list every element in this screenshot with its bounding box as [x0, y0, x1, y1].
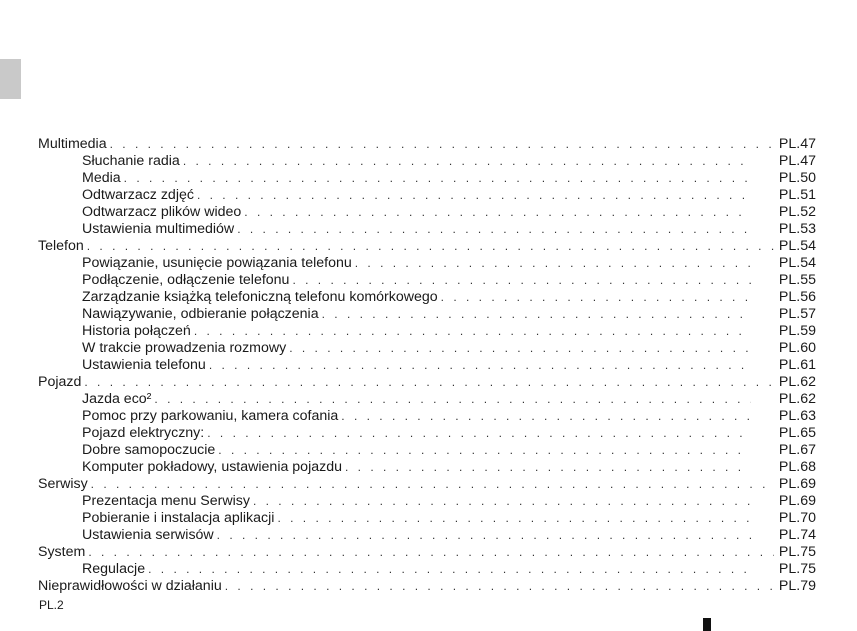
toc-entry-page: PL.51 [778, 187, 816, 203]
toc-leader-dots [222, 578, 774, 595]
toc-entry-page: PL.47 [778, 153, 816, 169]
toc-entry-label: Dobre samopoczucie [82, 442, 216, 458]
toc-entry-page: PL.67 [778, 442, 816, 458]
toc-entry-page: PL.65 [778, 425, 816, 441]
toc-entry-label: Prezentacja menu Serwisy [82, 493, 250, 509]
toc-entry-page: PL.69 [778, 476, 816, 492]
toc-entry-label: Pojazd [38, 374, 82, 390]
toc-section[interactable] [38, 476, 816, 493]
toc-entry-page: PL.74 [778, 527, 816, 543]
toc-entry-page: PL.55 [778, 272, 816, 288]
toc-entry-label: Słuchanie radia [82, 153, 180, 169]
toc-subentry[interactable] [38, 289, 816, 306]
toc-entry-label: Nawiązywanie, odbieranie połączenia [82, 306, 319, 322]
toc-subentry[interactable] [38, 221, 816, 238]
toc-subentry[interactable] [38, 493, 816, 510]
toc-subentry[interactable] [38, 408, 816, 425]
toc-entry-page: PL.68 [778, 459, 816, 475]
toc-leader-dots [121, 170, 751, 187]
toc-subentry[interactable] [38, 306, 816, 323]
toc-subentry[interactable] [38, 510, 816, 527]
toc-leader-dots [214, 527, 751, 544]
toc-leader-dots [191, 323, 751, 340]
toc-leader-dots [85, 544, 774, 561]
toc-subentry[interactable] [38, 323, 816, 340]
toc-leader-dots [151, 391, 751, 408]
toc-entry-label: Ustawienia multimediów [82, 221, 235, 237]
corner-mark [703, 618, 711, 631]
toc-subentry[interactable] [38, 391, 816, 408]
toc-section[interactable] [38, 136, 816, 153]
toc-entry-page: PL.54 [778, 255, 816, 271]
toc-entry-page: PL.75 [778, 544, 816, 560]
toc-entry-label: Powiązanie, usunięcie powiązania telefonu [82, 255, 352, 271]
toc-entry-page: PL.52 [778, 204, 816, 220]
toc-entry-label: Odtwarzacz plików wideo [82, 204, 242, 220]
toc-leader-dots [319, 306, 751, 323]
toc-entry-label: Media [82, 170, 121, 186]
toc-entry-label: Historia połączeń [82, 323, 191, 339]
toc-subentry[interactable] [38, 204, 816, 221]
toc-entry-label: Ustawienia telefonu [82, 357, 206, 373]
toc-subentry[interactable] [38, 170, 816, 187]
toc-entry-label: Telefon [38, 238, 84, 254]
toc-entry-page: PL.59 [778, 323, 816, 339]
toc-section[interactable] [38, 578, 816, 595]
toc-entry-page: PL.53 [778, 221, 816, 237]
toc-entry-label: W trakcie prowadzenia rozmowy [82, 340, 287, 356]
toc-leader-dots [107, 136, 774, 153]
toc-entry-page: PL.62 [778, 391, 816, 407]
toc-leader-dots [241, 204, 751, 221]
toc-subentry[interactable] [38, 442, 816, 459]
toc-entry-page: PL.56 [778, 289, 816, 305]
toc-leader-dots [352, 255, 751, 272]
toc-subentry[interactable] [38, 425, 816, 442]
toc-subentry[interactable] [38, 340, 816, 357]
page-edge-tab [0, 59, 21, 99]
toc-section[interactable] [38, 544, 816, 561]
toc-leader-dots [84, 238, 774, 255]
toc-entry-page: PL.61 [778, 357, 816, 373]
toc-leader-dots [234, 221, 751, 238]
toc-entry-page: PL.69 [778, 493, 816, 509]
toc-entry-page: PL.70 [778, 510, 816, 526]
toc-subentry[interactable] [38, 459, 816, 476]
toc-entry-label: Jazda eco² [82, 391, 152, 407]
toc-leader-dots [194, 187, 751, 204]
toc-leader-dots [250, 493, 751, 510]
toc-entry-page: PL.75 [778, 561, 816, 577]
toc-entry-page: PL.57 [778, 306, 816, 322]
toc-leader-dots [289, 272, 751, 289]
toc-leader-dots [215, 442, 751, 459]
toc-entry-page: PL.47 [778, 136, 816, 152]
toc-leader-dots [438, 289, 751, 306]
toc-leader-dots [81, 374, 774, 391]
footer-page-number: PL.2 [39, 598, 64, 612]
toc-subentry[interactable] [38, 272, 816, 289]
table-of-contents [38, 136, 816, 595]
toc-entry-page: PL.50 [778, 170, 816, 186]
toc-entry-label: Regulacje [82, 561, 146, 577]
toc-leader-dots [88, 476, 774, 493]
toc-entry-label: Serwisy [38, 476, 88, 492]
toc-entry-page: PL.79 [778, 578, 816, 594]
toc-subentry[interactable] [38, 357, 816, 374]
toc-entry-label: Pobieranie i instalacja aplikacji [82, 510, 275, 526]
toc-entry-label: Podłączenie, odłączenie telefonu [82, 272, 290, 288]
toc-entry-page: PL.63 [778, 408, 816, 424]
toc-section[interactable] [38, 238, 816, 255]
toc-entry-label: Multimedia [38, 136, 107, 152]
toc-entry-page: PL.62 [778, 374, 816, 390]
toc-entry-label: Nieprawidłowości w działaniu [38, 578, 222, 594]
toc-leader-dots [204, 425, 751, 442]
toc-subentry[interactable] [38, 255, 816, 272]
toc-section[interactable] [38, 374, 816, 391]
toc-entry-label: Komputer pokładowy, ustawienia pojazdu [82, 459, 342, 475]
toc-leader-dots [145, 561, 751, 578]
toc-entry-page: PL.54 [778, 238, 816, 254]
toc-leader-dots [286, 340, 751, 357]
toc-entry-label: Pomoc przy parkowaniu, kamera cofania [82, 408, 339, 424]
toc-entry-label: Zarządzanie książką telefoniczną telefonu komórkowego [82, 289, 438, 305]
toc-subentry[interactable] [38, 187, 816, 204]
toc-entry-label: Odtwarzacz zdjęć [82, 187, 194, 203]
toc-subentry[interactable] [38, 527, 816, 544]
toc-leader-dots [206, 357, 751, 374]
toc-subentry[interactable] [38, 153, 816, 170]
toc-entry-label: System [38, 544, 86, 560]
toc-leader-dots [342, 459, 751, 476]
toc-entry-label: Ustawienia serwisów [82, 527, 214, 543]
toc-subentry[interactable] [38, 561, 816, 578]
toc-leader-dots [274, 510, 751, 527]
toc-leader-dots [180, 153, 751, 170]
toc-entry-page: PL.60 [778, 340, 816, 356]
toc-entry-label: Pojazd elektryczny: [82, 425, 205, 441]
toc-leader-dots [338, 408, 751, 425]
